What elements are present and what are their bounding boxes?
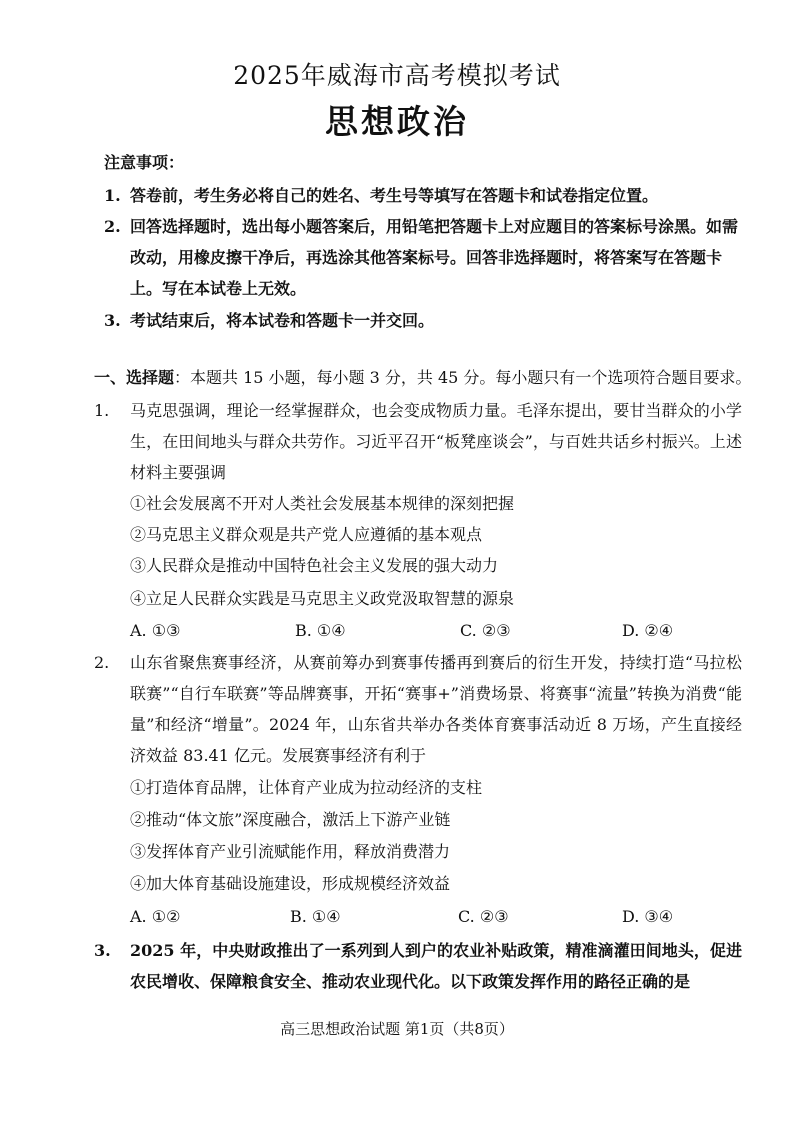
notice-item-text: 考试结束后，将本试卷和答题卡一并交回。 (130, 311, 435, 330)
question-2-option-4: ④加大体育基础设施建设，形成规模经济效益 (130, 874, 451, 893)
choice-a: A. ①② (130, 907, 181, 926)
question-stem: 山东省聚焦赛事经济，从赛前筹办到赛事传播再到赛后的衍生开发，持续打造“马拉松联赛”“自行车联赛”等品牌赛事，开拓“赛事+”消费场景、将赛事“流量”转换为消费“能量”和经济“增量”。2024 年，山东省共举办各类体育赛事活动近 8 万场，产生直接经济效益 83.41 亿元。发展赛事经济有利于 (130, 653, 742, 765)
question-1-option-2: ②马克思主义群众观是共产党人应遵循的基本观点 (130, 525, 483, 544)
question-number: 2. (94, 653, 110, 672)
question-2-option-2: ②推动“体文旅”深度融合，激活上下游产业链 (130, 810, 451, 829)
notice-item-text: 答卷前，考生务必将自己的姓名、考生号等填写在答题卡和试卷指定位置。 (130, 186, 659, 205)
choice-b: B. ①④ (290, 907, 341, 926)
choice-c: C. ②③ (458, 907, 509, 926)
question-2-option-3: ③发挥体育产业引流赋能作用，释放消费潜力 (130, 842, 451, 861)
choice-a: A. ①③ (130, 621, 181, 640)
question-number: 3. (94, 941, 111, 960)
notice-item-text: 回答选择题时，选出每小题答案后，用铅笔把答题卡上对应题目的答案标号涂黑。如需改动，用橡皮擦干净后，再选涂其他答案标号。回答非选择题时，将答案写在答题卡上。写在本试卷上无效。 (130, 217, 739, 298)
exam-title: 2025年威海市高考模拟考试 (233, 61, 561, 90)
question-number: 1. (94, 401, 110, 420)
choice-d: D. ③④ (622, 907, 674, 926)
section-label: 一、选择题 (94, 368, 175, 387)
question-1-option-3: ③人民群众是推动中国特色社会主义发展的强大动力 (130, 556, 499, 575)
question-stem: 马克思强调，理论一经掌握群众，也会变成物质力量。毛泽东提出，要甘当群众的小学生，在田间地头与群众共劳作。习近平召开“板凳座谈会”，与百姓共话乡村振兴。上述材料主要强调 (130, 401, 742, 482)
notice-item-number: 1. (104, 186, 121, 205)
notice-heading: 注意事项： (104, 153, 185, 172)
page-footer: 高三思想政治试题 第1页（共8页） (280, 1020, 514, 1038)
subject-title: 思想政治 (325, 102, 469, 141)
choice-b: B. ①④ (295, 621, 346, 640)
choice-c: C. ②③ (460, 621, 511, 640)
question-1-option-1: ①社会发展离不开对人类社会发展基本规律的深刻把握 (130, 494, 515, 513)
section-instructions: ：本题共 15 小题，每小题 3 分，共 45 分。每小题只有一个选项符合题目要求。 (174, 368, 752, 387)
question-1-option-4: ④立足人民群众实践是马克思主义政党汲取智慧的源泉 (130, 589, 515, 608)
notice-item-number: 2. (104, 217, 121, 236)
question-stem: 2025 年，中央财政推出了一系列到人到户的农业补贴政策，精准滴灌田间地头，促进农民增收、保障粮食安全、推动农业现代化。以下政策发挥作用的路径正确的是 (130, 941, 742, 991)
choice-d: D. ②④ (622, 621, 674, 640)
question-2-option-1: ①打造体育品牌，让体育产业成为拉动经济的支柱 (130, 778, 483, 797)
notice-item-number: 3. (104, 311, 121, 330)
section-heading (94, 365, 752, 391)
